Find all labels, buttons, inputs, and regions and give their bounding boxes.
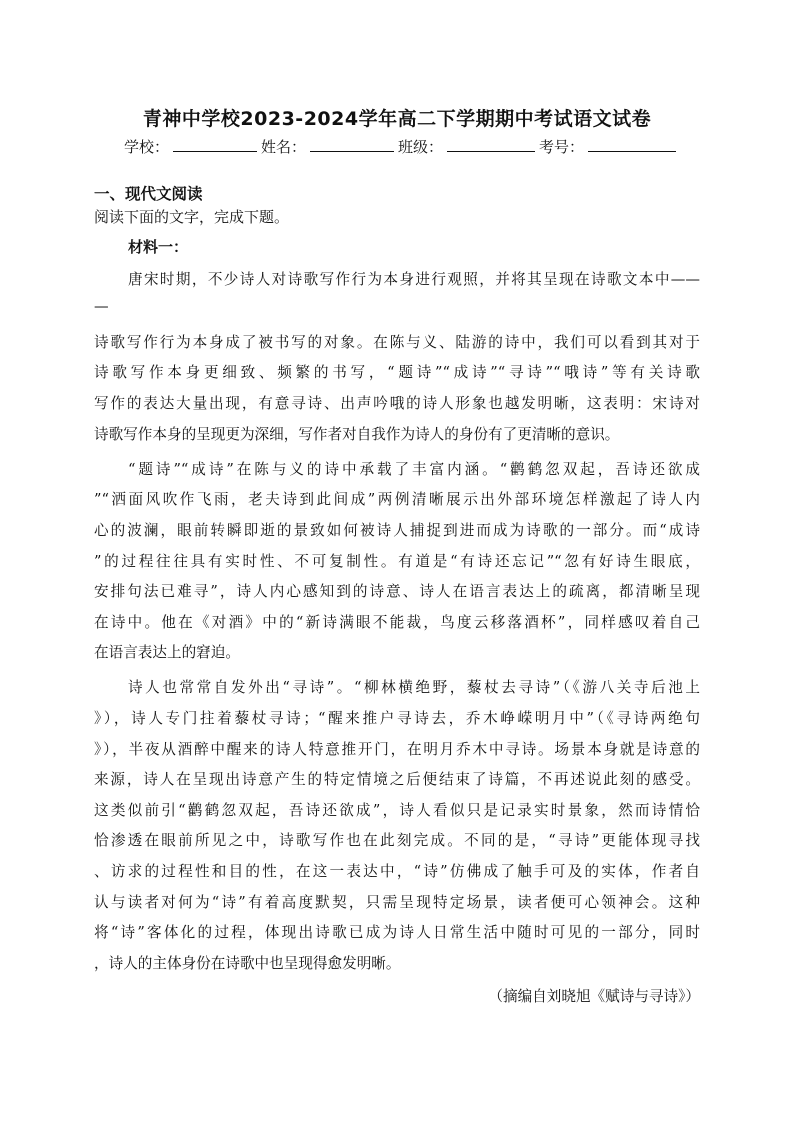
school-label: 学校： [124, 138, 170, 156]
passage-line: — [94, 298, 109, 315]
passage-line: 将“诗”客体化的过程，体现出诗歌已成为诗人日常生活中随时可见的一部分，同时 [94, 924, 700, 941]
passage-line: 心的波澜，眼前转瞬即逝的景致如何被诗人捕捉到进而成为诗歌的一部分。而“成诗 [94, 522, 700, 539]
section-instruction: 阅读下面的文字，完成下题。 [94, 208, 290, 226]
passage-line: 》），半夜从酒醉中醒来的诗人特意推开门，在明月乔木中寻诗。场景本身就是诗意的 [94, 741, 700, 758]
passage-source: （摘编自刘晓旭《赋诗与寻诗》） [488, 988, 700, 1005]
passage-line: 写作的表达大量出现，有意寻诗、出声吟哦的诗人形象也越发明晰，这表明：宋诗对 [94, 395, 700, 412]
exam-number-label: 考号： [539, 138, 585, 156]
passage-line: 诗歌写作本身的呈现更为深细，写作者对自我作为诗人的身份有了更清晰的意识。 [94, 426, 620, 443]
passage-line: 在诗中。他在《对酒》中的“新诗满眼不能裁，鸟度云移落酒杯”，同样感叹着自己 [94, 614, 700, 631]
exam-number-blank [588, 137, 676, 152]
name-blank [310, 137, 394, 152]
section-heading: 一、现代文阅读 [94, 185, 203, 203]
passage-line: 认与读者对何为“诗”有着高度默契，只需呈现特定场景，读者便可心领神会。这种 [94, 894, 700, 911]
exam-title: 青神中学校2023-2024学年高二下学期期中考试语文试卷 [142, 108, 652, 130]
student-info-row [124, 136, 680, 157]
passage-line: 在语言表达上的窘迫。 [94, 644, 240, 661]
passage-line: ”的过程往往具有实时性、不可复制性。有道是“有诗还忘记”“忽有好诗生眼底， [94, 553, 700, 570]
passage-line: ”“洒面风吹作飞雨，老夫诗到此间成”两例清晰展示出外部环境怎样激起了诗人内 [94, 491, 700, 508]
material-label: 材料一： [128, 238, 189, 256]
passage-line: 来源，诗人在呈现出诗意产生的特定情境之后便结束了诗篇，不再述说此刻的感受。 [94, 771, 700, 788]
passage-line: 诗人也常常自发外出“寻诗”。“柳林横绝野，藜杖去寻诗”（《游八关寺后池上 [128, 679, 700, 696]
school-blank [173, 137, 257, 152]
class-blank [447, 137, 535, 152]
passage-line: 诗歌写作本身更细致、频繁的书写，“题诗”“成诗”“寻诗”“哦诗”等有关诗歌 [94, 364, 700, 381]
passage-line: 安排句法已难寻”，诗人内心感知到的诗意、诗人在语言表达上的疏离，都清晰呈现 [94, 583, 700, 600]
passage-line: 恰渗透在眼前所见之中，诗歌写作也在此刻完成。不同的是，“寻诗”更能体现寻找 [94, 832, 700, 849]
passage-line: 这类似前引“鹳鹤忽双起，吾诗还欲成”，诗人看似只是记录实时景象，然而诗情恰 [94, 802, 700, 819]
passage-line: 》），诗人专门拄着藜杖寻诗；“醒来推户寻诗去，乔木峥嵘明月中”（《寻诗两绝句 [94, 710, 700, 727]
name-label: 姓名： [261, 138, 307, 156]
passage-line: ，诗人的主体身份在诗歌中也呈现得愈发明晰。 [94, 955, 401, 972]
passage-line: 唐宋时期，不少诗人对诗歌写作行为本身进行观照，并将其呈现在诗歌文本中—— [128, 271, 700, 288]
passage-line: 诗歌写作行为本身成了被书写的对象。在陈与义、陆游的诗中，我们可以看到其对于 [94, 334, 700, 351]
passage-line: “题诗”“成诗”在陈与义的诗中承载了丰富内涵。“鹳鹤忽双起，吾诗还欲成 [128, 461, 700, 478]
class-label: 班级： [398, 138, 444, 156]
passage-line: 、访求的过程性和目的性，在这一表达中，“诗”仿佛成了触手可及的实体，作者自 [94, 863, 700, 880]
